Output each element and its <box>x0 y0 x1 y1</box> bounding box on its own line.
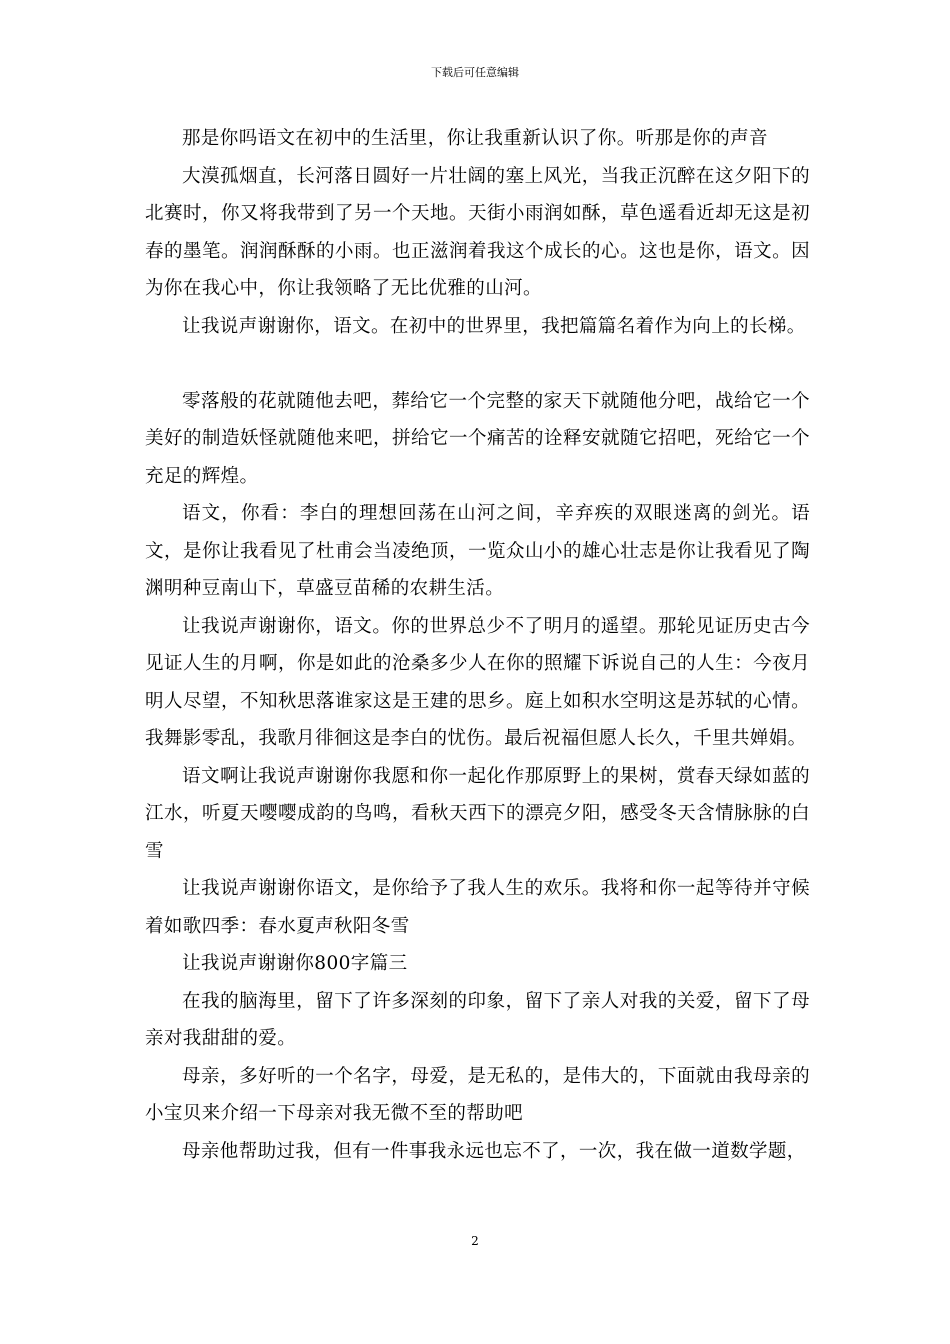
paragraph: 母亲，多好听的一个名字，母爱，是无私的，是伟大的，下面就由我母亲的小宝贝来介绍一下母亲对我无微不至的帮助吧 <box>145 1065 810 1124</box>
paragraph: 让我说声谢谢你，语文。你的世界总少不了明月的遥望。那轮见证历史古今见证人生的月啊，你是如此的沧桑多少人在你的照耀下诉说自己的人生：今夜月明人尽望，不知秋思落谁家这是王建的思乡。庭上如积水空明这是苏轼的心情。我舞影零乱，我歌月徘徊这是李白的忧伤。最后祝福但愿人长久，千里共婵娟。 <box>145 615 810 749</box>
document-body <box>145 120 810 1170</box>
page-number: 2 <box>471 1234 479 1248</box>
paragraph: 在我的脑海里，留下了许多深刻的印象，留下了亲人对我的关爱，留下了母亲对我甜甜的爱。 <box>145 990 810 1049</box>
section-title: 让我说声谢谢你800字篇三 <box>182 953 408 974</box>
paragraph: 那是你吗语文在初中的生活里，你让我重新认识了你。听那是你的声音 <box>182 128 768 149</box>
paragraph: 零落般的花就随他去吧，葬给它一个完整的家天下就随他分吧，战给它一个美好的制造妖怪就随他来吧，拼给它一个痛苦的诠释安就随它招吧，死给它一个充足的辉煌。 <box>145 390 810 487</box>
paragraph: 语文，你看：李白的理想回荡在山河之间，辛弃疾的双眼迷离的剑光。语文，是你让我看见了杜甫会当凌绝顶，一览众山小的雄心壮志是你让我看见了陶渊明种豆南山下，草盛豆苗稀的农耕生活。 <box>145 503 810 599</box>
paragraph: 母亲他帮助过我，但有一件事我永远也忘不了，一次，我在做一道数学题， <box>182 1140 806 1162</box>
paragraph: 让我说声谢谢你语文，是你给予了我人生的欢乐。我将和你一起等待并守候着如歌四季：春水夏声秋阳冬雪 <box>145 878 810 937</box>
blank-line <box>145 345 810 383</box>
paragraph: 语文啊让我说声谢谢你我愿和你一起化作那原野上的果树，赏春天绿如蓝的江水，听夏天嘤嘤成韵的鸟鸣，看秋天西下的漂亮夕阳，感受冬天含情脉脉的白雪 <box>145 765 810 862</box>
paragraph: 大漠孤烟直，长河落日圆好一片壮阔的塞上风光，当我正沉醉在这夕阳下的北赛时，你又将我带到了另一个天地。天街小雨润如酥，草色遥看近却无这是初春的墨笔。润润酥酥的小雨。也正滋润着我这个成长的心。这也是你，语文。因为你在我心中，你让我领略了无比优雅的山河。 <box>145 165 810 299</box>
page-header: 下载后可任意编辑 <box>431 66 519 79</box>
paragraph: 让我说声谢谢你，语文。在初中的世界里，我把篇篇名着作为向上的长梯。 <box>182 315 806 337</box>
